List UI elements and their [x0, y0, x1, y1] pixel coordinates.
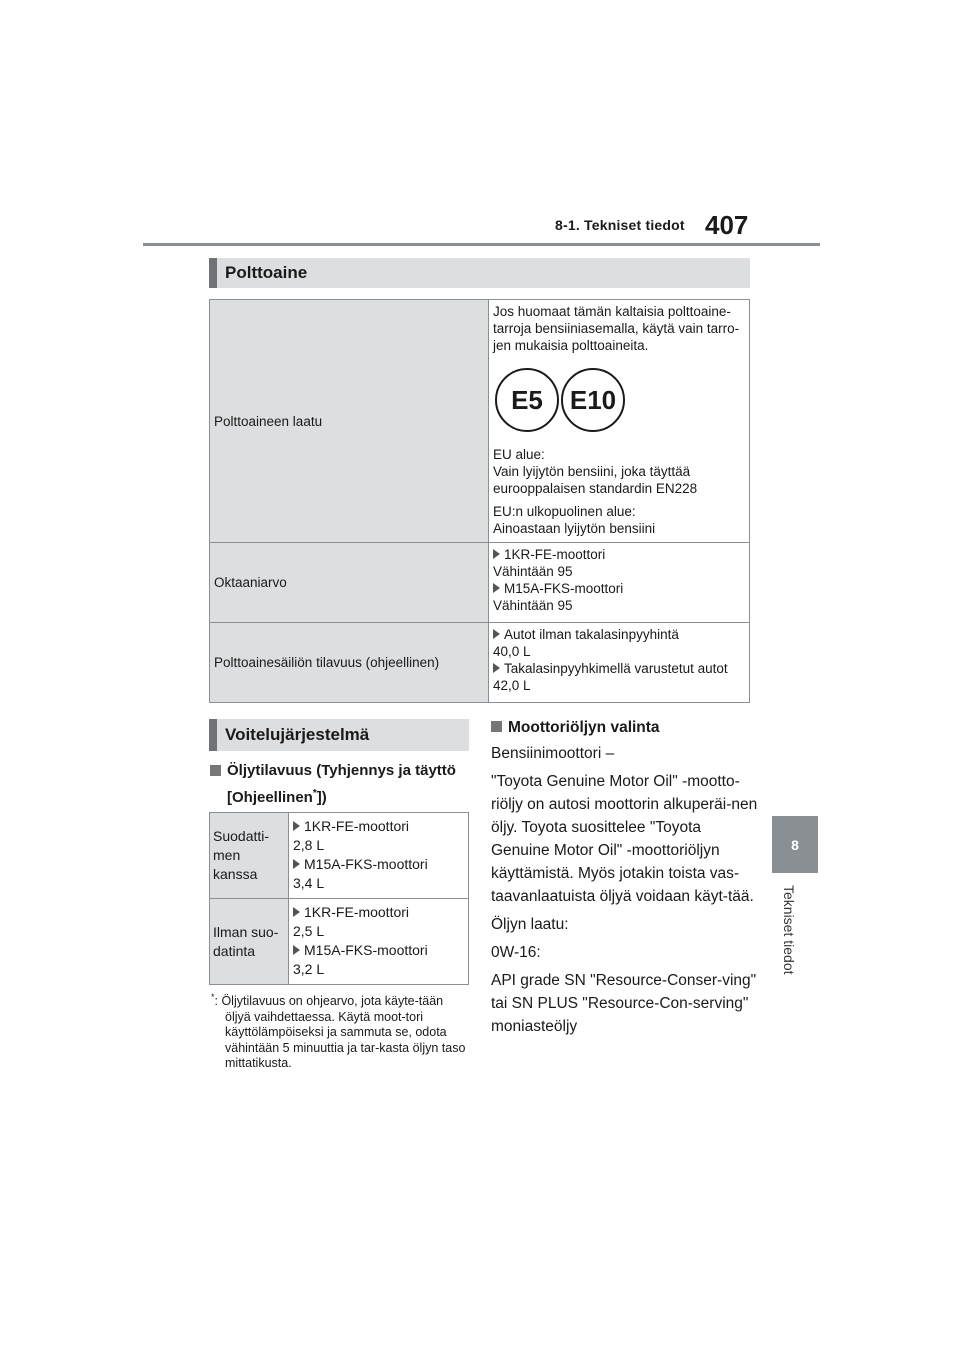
square-bullet-icon [210, 765, 221, 776]
footnote-mark: * [211, 992, 215, 1002]
without-filter-value [289, 899, 469, 985]
page-number: 407 [705, 210, 749, 240]
list-item [293, 817, 464, 836]
engine-name: Autot ilman takalasinpyyhintä [504, 627, 679, 642]
oil-choice-section [491, 716, 759, 1043]
lubrication-section-title: Voitelujärjestelmä [225, 725, 370, 744]
non-eu-area [493, 503, 745, 537]
non-eu-title: EU:n ulkopuolinen alue: [493, 504, 636, 519]
engine-name: M15A-FKS-moottori [504, 581, 624, 596]
lubrication-section-header [209, 719, 469, 751]
list-item [293, 903, 464, 922]
engine-name: M15A-FKS-moottori [304, 856, 428, 872]
engine-value: 2,8 L [293, 837, 325, 853]
engine-name: 1KR-FE-moottori [304, 904, 410, 920]
triangle-bullet-icon [293, 859, 300, 869]
octane-label [210, 543, 489, 623]
paragraph: "Toyota Genuine Motor Oil" -mootto-riöljy on autosi moottorin alkuperäi-nen öljy. Toyota suosittelee "Toyota Genuine Motor Oil" -moottoriöljyn käyttämistä. Myös jotakin toista vas-taavanlaatuista öljyä voidaan käyt-tää. [491, 773, 758, 905]
eu-title: EU alue: [493, 447, 545, 462]
engine-value: 2,5 L [293, 923, 325, 939]
header-rule [143, 243, 820, 246]
list-item [493, 580, 745, 597]
heading-text: Moottoriöljyn valinta [508, 719, 660, 736]
fuel-section-title: Polttoaine [225, 263, 308, 282]
paragraph: Öljyn laatu: [491, 916, 569, 933]
with-filter-label [210, 813, 289, 899]
list-item [493, 546, 745, 563]
chapter-label-text: Tekniset tiedot [781, 885, 797, 975]
square-bullet-icon [491, 721, 502, 732]
table-row [210, 623, 750, 703]
heading-text: Öljytilavuus (Tyhjennys ja täyttö [Ohjeellinen [227, 762, 456, 806]
section-title: 8-1. Tekniset tiedot [555, 217, 685, 233]
tank-capacity-label [210, 623, 489, 703]
e5-badge-icon: E5 [495, 368, 559, 432]
fuel-intro: Jos huomaat tämän kaltaisia polttoaine-tarroja bensiiniasemalla, käytä vain tarro-jen mukaisia polttoaineita. [493, 304, 740, 353]
list-item [293, 855, 464, 874]
engine-value: 40,0 L [493, 644, 531, 659]
oil-capacity-heading [210, 759, 468, 809]
eu-area [493, 446, 745, 497]
triangle-bullet-icon [293, 821, 300, 831]
octane-value [489, 543, 750, 623]
oil-choice-heading [491, 716, 759, 739]
fuel-badges [495, 368, 745, 432]
list-item [293, 941, 464, 960]
fuel-table [209, 299, 750, 703]
cell-label: Oktaaniarvo [214, 575, 287, 590]
triangle-bullet-icon [493, 663, 500, 673]
eu-text: Vain lyijytön bensiini, joka täyttää eurooppalaisen standardin EN228 [493, 464, 698, 496]
table-row [210, 543, 750, 623]
paragraph: API grade SN "Resource-Conser-ving" tai SN PLUS "Resource-Con-serving" moniasteöljy [491, 972, 757, 1035]
fuel-quality-value [489, 300, 750, 543]
paragraph: Bensiinimoottori – [491, 745, 615, 762]
heading-end: ]) [316, 789, 327, 806]
triangle-bullet-icon [493, 549, 500, 559]
cell-label: Polttoaineen laatu [214, 413, 323, 429]
list-item [493, 626, 745, 643]
engine-name: M15A-FKS-moottori [304, 942, 428, 958]
triangle-bullet-icon [493, 629, 500, 639]
e10-badge-icon: E10 [561, 368, 625, 432]
table-row [210, 899, 469, 985]
paragraph: 0W-16: [491, 944, 541, 961]
engine-value: 3,4 L [293, 875, 325, 891]
oil-capacity-table [209, 812, 469, 985]
footnote-ref: * [312, 788, 317, 799]
tank-capacity-value [489, 623, 750, 703]
engine-value: 3,2 L [293, 961, 325, 977]
non-eu-text: Ainoastaan lyijytön bensiini [493, 521, 656, 536]
footnote [211, 990, 469, 1072]
engine-value: Vähintään 95 [493, 598, 573, 613]
engine-value: 42,0 L [493, 678, 531, 693]
engine-name: Takalasinpyyhkimellä varustetut autot [504, 661, 728, 676]
table-row [210, 300, 750, 543]
chapter-label [775, 885, 815, 1005]
table-row [210, 813, 469, 899]
footnote-text: : Öljytilavuus on ohjearvo, jota käyte-tään öljyä vaihdettaessa. Käytä moot-tori käyttölämpöiseksi ja sammuta se, odota vähintään 5 minuuttia ja tar-kasta öljyn taso mittatikusta. [214, 994, 466, 1071]
list-item [493, 660, 745, 677]
chapter-tab[interactable]: 8 [772, 816, 818, 873]
fuel-section-header [209, 258, 750, 288]
fuel-quality-label [210, 300, 489, 543]
engine-value: Vähintään 95 [493, 564, 573, 579]
engine-name: 1KR-FE-moottori [504, 547, 606, 562]
triangle-bullet-icon [493, 583, 500, 593]
without-filter-label [210, 899, 289, 985]
with-filter-value [289, 813, 469, 899]
cell-label: Suodatti-men kanssa [213, 828, 270, 882]
engine-name: 1KR-FE-moottori [304, 818, 410, 834]
cell-label: Polttoainesäiliön tilavuus (ohjeellinen) [214, 655, 440, 670]
cell-label: Ilman suo-datinta [213, 923, 279, 959]
triangle-bullet-icon [293, 945, 300, 955]
triangle-bullet-icon [293, 907, 300, 917]
oil-capacity-heading-text [227, 759, 468, 809]
